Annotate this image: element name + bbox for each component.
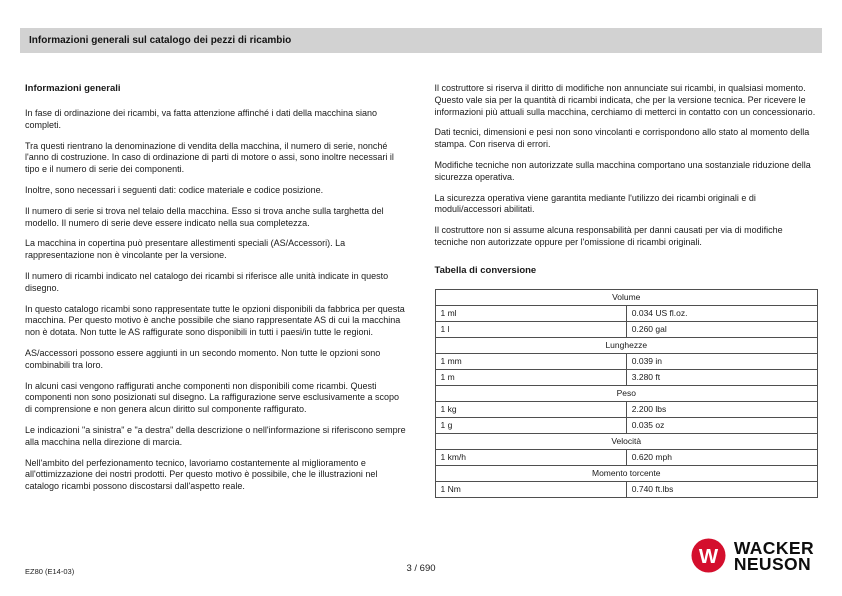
- table-section-row: [435, 337, 818, 353]
- table-cell-value: 0.620 mph: [626, 449, 817, 465]
- table-cell-value: 0.039 in: [626, 353, 817, 369]
- paragraph: Nell'ambito del perfezionamento tecnico, lavoriamo costantemente al miglioramento e all'ottimizzazione dei nostri prodotti. Per questo motivo è possibile, che le illustrazioni nel catalogo ricambi possono discostarsi dall'aspetto reale.: [25, 457, 378, 492]
- page-title: Informazioni generali sul catalogo dei pezzi di ricambio: [29, 35, 292, 46]
- table-section-header: Volume: [435, 289, 818, 305]
- paragraph: Modifiche tecniche non autorizzate sulla macchina comportano una sostanziale riduzione della sicurezza operativa.: [434, 159, 811, 182]
- table-cell-unit: 1 l: [435, 321, 626, 337]
- table-cell-unit: 1 mm: [435, 353, 626, 369]
- table-section-header: Momento torcente: [435, 465, 818, 481]
- table-cell-value: 3.280 ft: [626, 369, 817, 385]
- paragraph: In alcuni casi vengono raffigurati anche componenti non disponibili come ricambi. Questi componenti non sono posizionati sul disegno. La raffigurazione serve esclusivamente a scopo di comprensione e non genera alcun diritto sul componente raffigurato.: [25, 380, 400, 415]
- wacker-neuson-logo-icon: [691, 538, 726, 573]
- table-section-row: [435, 433, 818, 449]
- table-row: [435, 305, 818, 321]
- table-cell-unit: 1 Nm: [435, 481, 626, 497]
- table-section-header: Lunghezze: [435, 337, 818, 353]
- table-cell-value: 0.034 US fl.oz.: [626, 305, 817, 321]
- table-row: [435, 369, 818, 385]
- wacker-neuson-logo: [691, 538, 814, 573]
- paragraph: Il costruttore si riserva il diritto di modifiche non annunciate sui ricambi, in qualsiasi momento. Questo vale sia per la quantità di ricambi indicata, che per la versione tecnica. Per ricevere le informazioni più attuali sulla macchina, cerchiamo di metterci in contatto con un concessionario.: [434, 83, 816, 117]
- table-row: [435, 449, 818, 465]
- paragraph: AS/accessori possono essere aggiunti in un secondo momento. Non tutte le opzioni sono combinabili tra loro.: [25, 347, 381, 370]
- table-row: [435, 481, 818, 497]
- logo-letter: W: [698, 545, 718, 568]
- paragraph: La macchina in copertina può presentare allestimenti speciali (AS/Accessori). La rappresentazione non è vincolante per la versione.: [25, 238, 346, 261]
- table-section-row: [435, 385, 818, 401]
- paragraph: Il numero di ricambi indicato nel catalogo dei ricambi si riferisce alle unità indicate in questo disegno.: [25, 270, 389, 293]
- logo-wordmark-line2: NEUSON: [733, 553, 812, 574]
- paragraph: In fase di ordinazione dei ricambi, va fatta attenzione affinché i dati della macchina siano completi.: [25, 108, 378, 130]
- table-cell-value: 0.035 oz: [626, 417, 817, 433]
- table-cell-unit: 1 m: [435, 369, 626, 385]
- paragraph: Le indicazioni "a sinistra" e "a destra" della descrizione o nell'informazione si riferiscono sempre alla macchina nella direzione di marcia.: [25, 424, 406, 447]
- logo-wordmark: [733, 537, 814, 574]
- paragraph: La sicurezza operativa viene garantita mediante l'utilizzo dei ricambi originali e di moduli/accessori abilitati.: [434, 192, 756, 215]
- table-row: [435, 401, 818, 417]
- paragraph: Dati tecnici, dimensioni e pesi non sono vincolanti e corrispondono allo stato al momento della stampa. Con riserva di errori.: [434, 127, 810, 150]
- footer-doc-code: EZ80 (E14-03): [25, 567, 75, 576]
- table-cell-unit: 1 kg: [435, 401, 626, 417]
- table-cell-unit: 1 g: [435, 417, 626, 433]
- paragraph: In questo catalogo ricambi sono rappresentate tutte le opzioni disponibili da fabbrica per questa macchina. Per questo motivo è anche possibile che siano rappresentate AS di cui la macchina non è dotata. Non tutte le AS raffigurate sono disponibili in tutti i paesi/in tutte le regioni.: [25, 303, 405, 338]
- table-cell-value: 0.740 ft.lbs: [626, 481, 817, 497]
- page-header-bar: [20, 28, 822, 53]
- table-row: [435, 353, 818, 369]
- table-cell-unit: 1 km/h: [435, 449, 626, 465]
- paragraph: Inoltre, sono necessari i seguenti dati: codice materiale e codice posizione.: [25, 184, 324, 195]
- section-heading: Informazioni generali: [25, 83, 121, 94]
- table-row: [435, 321, 818, 337]
- table-cell-value: 0.260 gal: [626, 321, 817, 337]
- table-section-header: Velocità: [435, 433, 818, 449]
- right-column: [435, 83, 819, 502]
- logo-wordmark-line1: WACKER: [733, 537, 814, 558]
- footer-page-number: 3 / 690: [406, 563, 436, 574]
- table-section-header: Peso: [435, 385, 818, 401]
- content-columns: [25, 83, 818, 502]
- paragraph: Il numero di serie si trova nel telaio della macchina. Esso si trova anche sulla targhetta del modello. Il numero di serie deve essere indicato nella sua completezza.: [25, 205, 384, 228]
- table-section-row: [435, 289, 818, 305]
- paragraph: Tra questi rientrano la denominazione di vendita della macchina, il numero di serie, nonché l'anno di costruzione. In caso di ordinazione di parti di motore o assi, sono inoltre necessari il tipo e il numero di serie dei componenti.: [25, 140, 394, 175]
- paragraph: Il costruttore non si assume alcuna responsabilità per danni causati per via di modifiche tecniche non autorizzate oppure per l'omissione di ricambi originali.: [434, 225, 783, 247]
- conversion-table: [435, 289, 819, 498]
- table-row: [435, 417, 818, 433]
- table-cell-value: 2.200 lbs: [626, 401, 817, 417]
- left-column: [25, 83, 409, 502]
- table-cell-unit: 1 ml: [435, 305, 626, 321]
- conversion-table-title: Tabella di conversione: [434, 264, 537, 276]
- table-section-row: [435, 465, 818, 481]
